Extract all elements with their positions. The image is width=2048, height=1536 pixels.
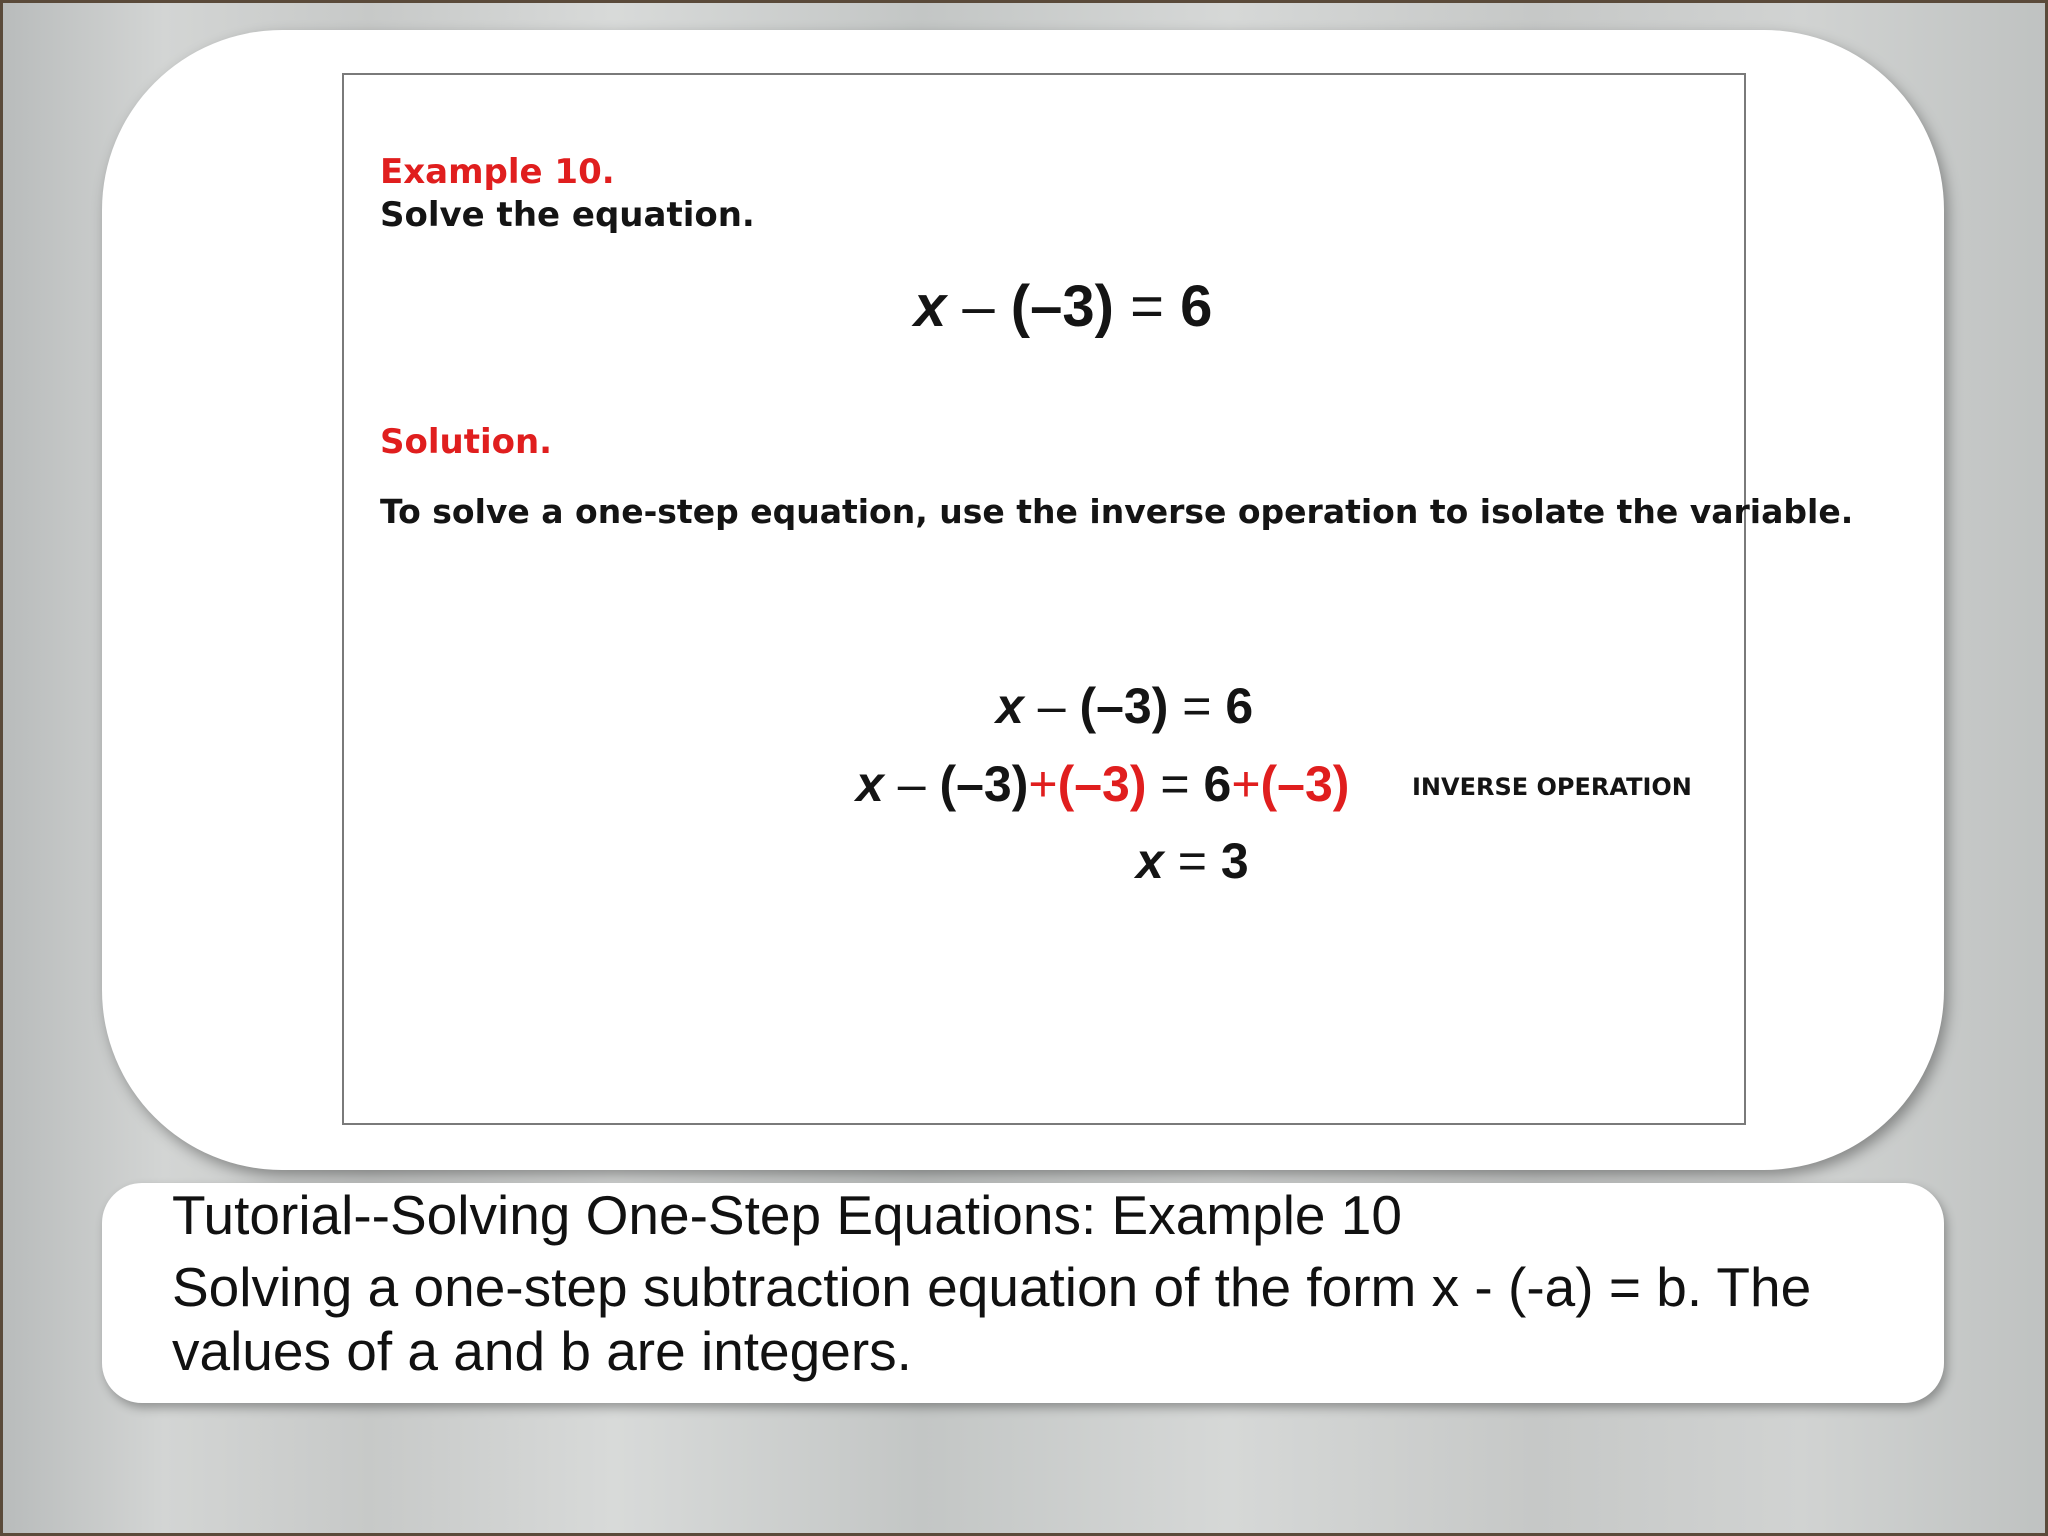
inverse-operation-label: INVERSE OPERATION — [1412, 773, 1692, 801]
instruction-text: Solve the equation. — [380, 195, 755, 235]
example-heading: Example 10. — [380, 152, 615, 192]
step-line-2: x – (–3)+(–3) = 6+(–3) — [856, 756, 1350, 812]
main-equation: x – (–3) = 6 — [914, 274, 1213, 339]
step-line-1: x – (–3) = 6 — [996, 678, 1254, 734]
caption-title: Tutorial--Solving One-Step Equations: Example 10 — [172, 1184, 1402, 1246]
solution-text: To solve a one-step equation, use the inverse operation to isolate the variable. — [380, 492, 1854, 531]
caption-description: Solving a one-step subtraction equation of the form x - (-a) = b. The values of a and b are integers. — [172, 1256, 1812, 1382]
lesson-slide — [342, 73, 1854, 1125]
solution-heading: Solution. — [380, 422, 553, 462]
caption-panel — [102, 1183, 1944, 1403]
step-line-3: x = 3 — [1136, 833, 1249, 889]
